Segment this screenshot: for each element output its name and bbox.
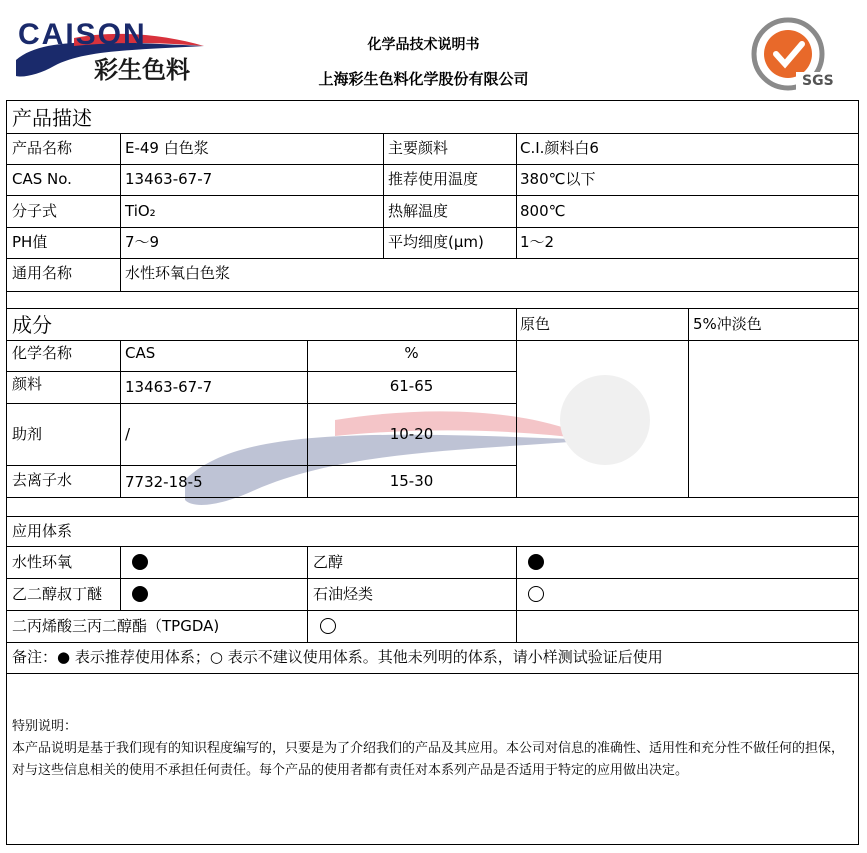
label-common-name: 通用名称 (12, 264, 73, 282)
document-title: 化学品技术说明书 (367, 37, 480, 53)
value-product-name: E-49 白色浆 (125, 139, 209, 157)
value-main-pigment: C.I.颜料白6 (520, 139, 599, 157)
app-system-label: 水性环氧 (12, 553, 73, 571)
comp-row-name: 助剂 (12, 425, 43, 443)
comp-header-name: 化学名称 (12, 344, 73, 362)
app-indicator (528, 554, 544, 570)
value-common-name: 水性环氧白色浆 (125, 264, 231, 282)
special-notice-title: 特别说明： (12, 719, 78, 734)
label-main-pigment: 主要颜料 (388, 139, 449, 157)
company-name: 上海彩生色料化学股份有限公司 (318, 70, 529, 88)
app-system-label: 乙醇 (313, 553, 344, 571)
comp-row-name: 去离子水 (12, 471, 73, 489)
section-heading-description: 产品描述 (12, 106, 92, 130)
label-formula: 分子式 (12, 202, 58, 220)
value-decomposition-temp: 800℃ (520, 202, 566, 220)
label-fineness: 平均细度(μm) (388, 233, 484, 251)
value-ph: 7～9 (125, 233, 160, 251)
app-indicator (320, 618, 336, 634)
col-tint-color: 5%冲淡色 (693, 315, 762, 333)
application-remark: 备注：● 表示推荐使用体系；○ 表示不建议使用体系。其他未列明的体系，请小样测试验证后使用 (12, 648, 663, 666)
app-system-label: 石油烃类 (313, 585, 374, 603)
section-heading-application: 应用体系 (12, 522, 73, 540)
sgs-certificate-logo (746, 14, 836, 94)
comp-row-pct: 15-30 (389, 472, 434, 490)
comp-header-cas: CAS (125, 344, 156, 362)
app-indicator (132, 554, 148, 570)
app-indicator (132, 586, 148, 602)
label-ph: PH值 (12, 233, 48, 251)
value-recommended-temp: 380℃以下 (520, 170, 596, 188)
sgs-label: SGS (802, 73, 834, 89)
special-notice-body: 本产品说明是基于我们现有的知识程度编写的，只要是为了介绍我们的产品及其应用。本公司对信息的准确性、适用性和充分性不做任何的担保，对与这些信息相关的使用不承担任何责任。每个产品的使用者都有责任对本系列产品是否适用于特定的应用做出决定。 (12, 741, 845, 778)
section-heading-composition: 成分 (12, 313, 52, 337)
comp-row-cas: 13463-67-7 (125, 378, 213, 396)
app-system-label: 二丙烯酸三丙二醇酯（TPGDA) (12, 617, 220, 635)
col-original-color: 原色 (520, 315, 551, 333)
label-recommended-temp: 推荐使用温度 (388, 170, 479, 188)
label-decomposition-temp: 热解温度 (388, 202, 449, 220)
comp-row-cas: / (125, 425, 131, 443)
comp-row-pct: 10-20 (389, 425, 434, 443)
comp-header-pct: % (404, 344, 419, 362)
special-notice (12, 716, 854, 782)
comp-row-pct: 61-65 (389, 377, 434, 395)
value-formula: TiO₂ (125, 202, 156, 220)
app-system-label: 乙二醇叔丁醚 (12, 585, 103, 603)
logo-brand-cn: 彩生色料 (94, 56, 190, 84)
value-fineness: 1～2 (520, 233, 555, 251)
comp-row-cas: 7732-18-5 (125, 473, 203, 491)
label-product-name: 产品名称 (12, 139, 73, 157)
comp-row-name: 颜料 (12, 375, 43, 393)
app-indicator (528, 586, 544, 602)
value-cas: 13463-67-7 (125, 170, 213, 188)
document-titles (0, 34, 867, 89)
logo-brand-en: CAISON (18, 18, 147, 51)
label-cas: CAS No. (12, 170, 72, 188)
